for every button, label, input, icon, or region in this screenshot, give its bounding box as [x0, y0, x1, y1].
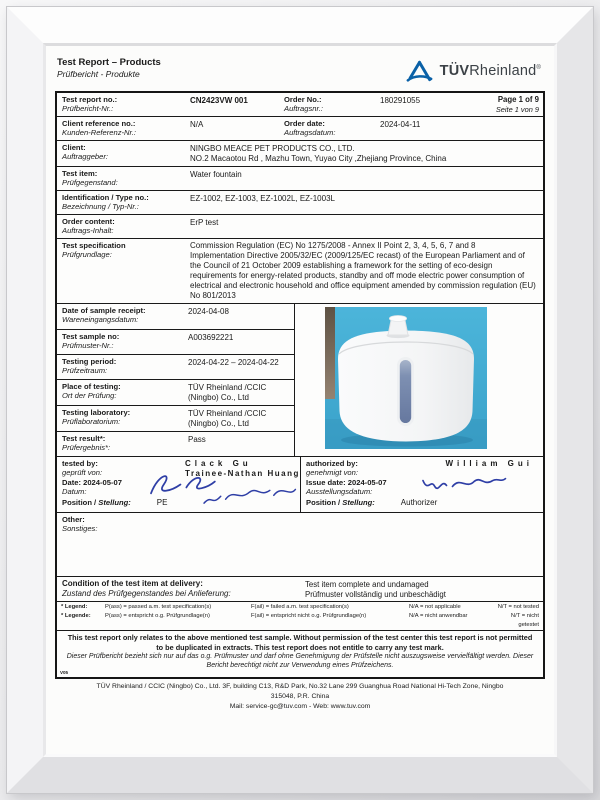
- row-other: [57, 512, 543, 576]
- disclaimer-en: This test report only relates to the above mentioned test sample. Without permission of the test center this test report is not permitted to be duplicated in extracts. This test report does not entitle to carry any test mark.: [67, 633, 533, 652]
- condition-value-de: Prüfmuster vollständig und unbeschädigt: [305, 589, 446, 599]
- order-content-label-de: Auftrags-Inhalt:: [62, 226, 114, 236]
- signature-section: [57, 456, 543, 512]
- test-item-label-de: Prüfgegenstand:: [62, 178, 118, 188]
- place-value-line1: TÜV Rheinland /CCIC: [188, 382, 267, 392]
- test-report-no-label-de: Prüfbericht-Nr.:: [62, 104, 114, 114]
- receipt-label-en: Date of sample receipt:: [62, 305, 146, 315]
- order-date-label-de: Auftragsdatum:: [284, 128, 336, 138]
- row-test-item: [57, 166, 543, 190]
- title-de: Prüfbericht - Produkte: [57, 68, 140, 79]
- place-value-line2: (Ningbo) Co., Ltd: [188, 392, 249, 402]
- row-client-ref: [57, 116, 543, 140]
- tuv-rheinland-logo: [406, 59, 541, 83]
- authorized-by-name: William Gui: [445, 458, 533, 468]
- footer-address-line2: 315048, P.R. China: [270, 692, 330, 700]
- result-label-de: Prüfergebnis*:: [62, 443, 111, 453]
- identification-value: EZ-1002, EZ-1003, EZ-1002L, EZ-1003L: [190, 193, 335, 203]
- tested-by-name2: Trainee-Nathan Huang: [185, 468, 300, 478]
- lab-value-line1: TÜV Rheinland /CCIC: [188, 408, 267, 418]
- row-test-specification: [57, 238, 543, 303]
- row-test-result: [57, 431, 294, 456]
- footer-contact: Mail: service-gc@tuv.com - Web: www.tuv.com: [229, 702, 371, 710]
- condition-label-de: Zustand des Prüfgegenstandes bei Anlieferung:: [62, 588, 231, 598]
- row-test-report-no: [57, 93, 543, 116]
- other-label-en: Other:: [62, 514, 85, 524]
- page-number: Page 1 of 9: [497, 95, 539, 104]
- tested-date: Date: 2024-05-07: [62, 477, 122, 487]
- legend-fail-de: F(ail) = entspricht nicht o.g. Prüfgrundlage(n): [251, 613, 367, 620]
- test-report-document: [46, 46, 554, 754]
- client-name: NINGBO MEACE PET PRODUCTS CO., LTD.: [190, 143, 355, 153]
- client-ref-label-de: Kunden-Referenz-Nr.:: [62, 128, 137, 138]
- sample-photo-cell: [295, 304, 543, 456]
- document-footer: [55, 682, 545, 713]
- photo-board-edge: [325, 307, 335, 399]
- authorized-position-value: Authorizer: [400, 497, 438, 507]
- authorized-by-label-de: genehmigt von:: [306, 468, 358, 478]
- test-spec-label-de: Prüfgrundlage:: [62, 250, 112, 260]
- result-value: Pass: [188, 434, 206, 444]
- order-date-value: 2024-04-11: [380, 119, 421, 129]
- document-title: [57, 57, 161, 80]
- legend-nt-de: N/T = nicht getestet: [510, 613, 539, 628]
- tested-by-name1: Clack Gu: [185, 458, 252, 468]
- tested-by-block: [57, 457, 300, 512]
- legend-label-en: * Legend:: [61, 604, 88, 611]
- sample-info-column: [57, 304, 295, 456]
- legend-nt-en: N/T = not tested: [497, 604, 539, 611]
- row-order-content: [57, 214, 543, 238]
- row-condition: [57, 576, 543, 601]
- legend-line-de: [61, 612, 539, 629]
- issue-date: Issue date: 2024-05-07: [306, 477, 387, 487]
- legend-pass-de: P(ass) = entspricht o.g. Prüfgrundlage(n): [105, 613, 210, 620]
- legend: [57, 601, 543, 630]
- test-report-no-label-en: Test report no.:: [62, 95, 118, 104]
- legend-fail-en: F(ail) = failed a.m. test specification(s): [251, 604, 349, 611]
- result-label-en: Test result*:: [62, 433, 106, 443]
- receipt-label-de: Wareneingangsdatum:: [62, 315, 139, 325]
- order-no-label-de: Auftragsnr.:: [284, 104, 323, 114]
- tested-position-label-de: Stellung:: [98, 497, 131, 507]
- document-header: [55, 53, 545, 91]
- sample-no-label-de: Prüfmuster-Nr.:: [62, 341, 114, 351]
- row-place-of-testing: [57, 379, 294, 405]
- identification-label-en: Identification / Type no.:: [62, 192, 149, 202]
- authorized-by-block: [300, 457, 543, 512]
- client-address: NO.2 Macaotou Rd , Mazhu Town, Yuyao City ,Zhejiang Province, China: [190, 153, 447, 163]
- condition-value-en: Test item complete and undamaged: [305, 579, 429, 589]
- registered-mark: ®: [536, 65, 541, 72]
- page-number-de: Seite 1 von 9: [495, 104, 539, 114]
- water-level-window: [400, 360, 411, 423]
- row-client: [57, 140, 543, 166]
- authorized-by-label-en: authorized by:: [306, 458, 358, 468]
- period-label-en: Testing period:: [62, 356, 117, 366]
- legend-line-en: [61, 603, 539, 612]
- legend-na-en: N/A = not applicable: [409, 604, 461, 611]
- brand-rheinland: Rheinland: [469, 62, 537, 79]
- test-item-value: Water fountain: [190, 169, 242, 179]
- brand-tuv: TÜV: [439, 62, 470, 79]
- brand-wordmark: [440, 62, 541, 80]
- row-identification: [57, 190, 543, 214]
- order-date-label-en: Order date:: [284, 118, 325, 128]
- condition-label-en: Condition of the test item at delivery:: [62, 578, 203, 588]
- place-label-en: Place of testing:: [62, 381, 121, 391]
- lab-value-line2: (Ningbo) Co., Ltd: [188, 418, 249, 428]
- tested-date-de: Datum:: [62, 487, 87, 497]
- sample-section: [57, 303, 543, 456]
- tested-position-value: PE: [156, 497, 168, 507]
- legend-na-de: N/A = nicht anwendbar: [409, 613, 468, 620]
- sample-no-label-en: Test sample no:: [62, 331, 120, 341]
- client-ref-label-en: Client reference no.:: [62, 118, 136, 128]
- issue-date-de: Ausstellungsdatum:: [306, 487, 373, 497]
- test-report-no-value: CN2423VW 001: [190, 96, 248, 105]
- order-content-label-en: Order content:: [62, 216, 115, 226]
- footer-address-line1: TÜV Rheinland / CCIC (Ningbo) Co., Ltd. 3F, building C13, R&D Park, No.32 Lane 299 Guanghua Road National Hi-Tech Zone, Ningbo: [96, 682, 504, 690]
- client-label-de: Auftraggeber:: [62, 152, 109, 162]
- test-spec-label-en: Test specification: [62, 240, 126, 250]
- place-label-de: Ort der Prüfung:: [62, 391, 117, 401]
- authorized-position-label-de: Stellung:: [342, 497, 375, 507]
- disclaimer-de: Dieser Prüfbericht bezieht sich nur auf das o.g. Prüfmuster und darf ohne Genehmigung der Prüfstelle nicht auszugsweise vervielfältigt werden. Dieser Bericht berechtigt nicht zur Verwendung eines Prüfzeichens.: [66, 653, 534, 670]
- other-label-de: Sonstiges:: [62, 524, 98, 534]
- client-label-en: Client:: [62, 142, 86, 152]
- period-label-de: Prüfzeitraum:: [62, 366, 108, 376]
- title-en: Test Report – Products: [57, 57, 161, 68]
- order-no-value: 180291055: [380, 96, 421, 105]
- lab-label-de: Prüflaboratorium:: [62, 417, 121, 427]
- test-spec-line1: Commission Regulation (EC) No 1275/2008 - Annex II Point 2, 3, 4, 5, 6, 7 and 8: [190, 240, 476, 250]
- sample-no-value: A003692221: [188, 332, 234, 342]
- order-content-value: ErP test: [190, 217, 219, 227]
- tested-position-label-en: Position /: [62, 497, 99, 507]
- authorized-position-label-en: Position /: [306, 497, 343, 507]
- test-spec-text: Implementation Directive 2005/32/EC (2009/125/EC recast) of the European Parliament and of the Council of 21 October 2009 establishing a framework for the setting of eco-design requirements for energy-related products, standby and off mode electric power consumption of electrical and electronic household and office equipment amended by commission regulation (EU) No 801/2013: [190, 250, 536, 300]
- lab-label-en: Testing laboratory:: [62, 407, 131, 417]
- row-sample-no: [57, 329, 294, 354]
- row-sample-receipt: [57, 304, 294, 329]
- receipt-value: 2024-04-08: [188, 306, 229, 316]
- tuv-triangle-icon: [406, 59, 433, 83]
- legend-pass-en: P(ass) = passed a.m. test specification(s): [105, 604, 212, 611]
- legend-label-de: * Legende:: [61, 613, 91, 620]
- tested-by-label-de: geprüft von:: [62, 468, 103, 478]
- report-table: [55, 91, 545, 679]
- tested-by-label-en: tested by:: [62, 458, 98, 468]
- picture-frame: [7, 7, 593, 793]
- order-no-label-en: Order No.:: [284, 95, 322, 104]
- row-testing-laboratory: [57, 405, 294, 431]
- identification-label-de: Bezeichnung / Typ-Nr.:: [62, 202, 139, 212]
- disclaimer: [57, 630, 543, 676]
- version-mark: V05: [60, 669, 69, 675]
- period-value: 2024-04-22 – 2024-04-22: [188, 357, 279, 367]
- row-testing-period: [57, 354, 294, 379]
- test-item-label-en: Test item:: [62, 168, 98, 178]
- sample-photo: [325, 307, 487, 449]
- client-ref-value: N/A: [190, 119, 204, 129]
